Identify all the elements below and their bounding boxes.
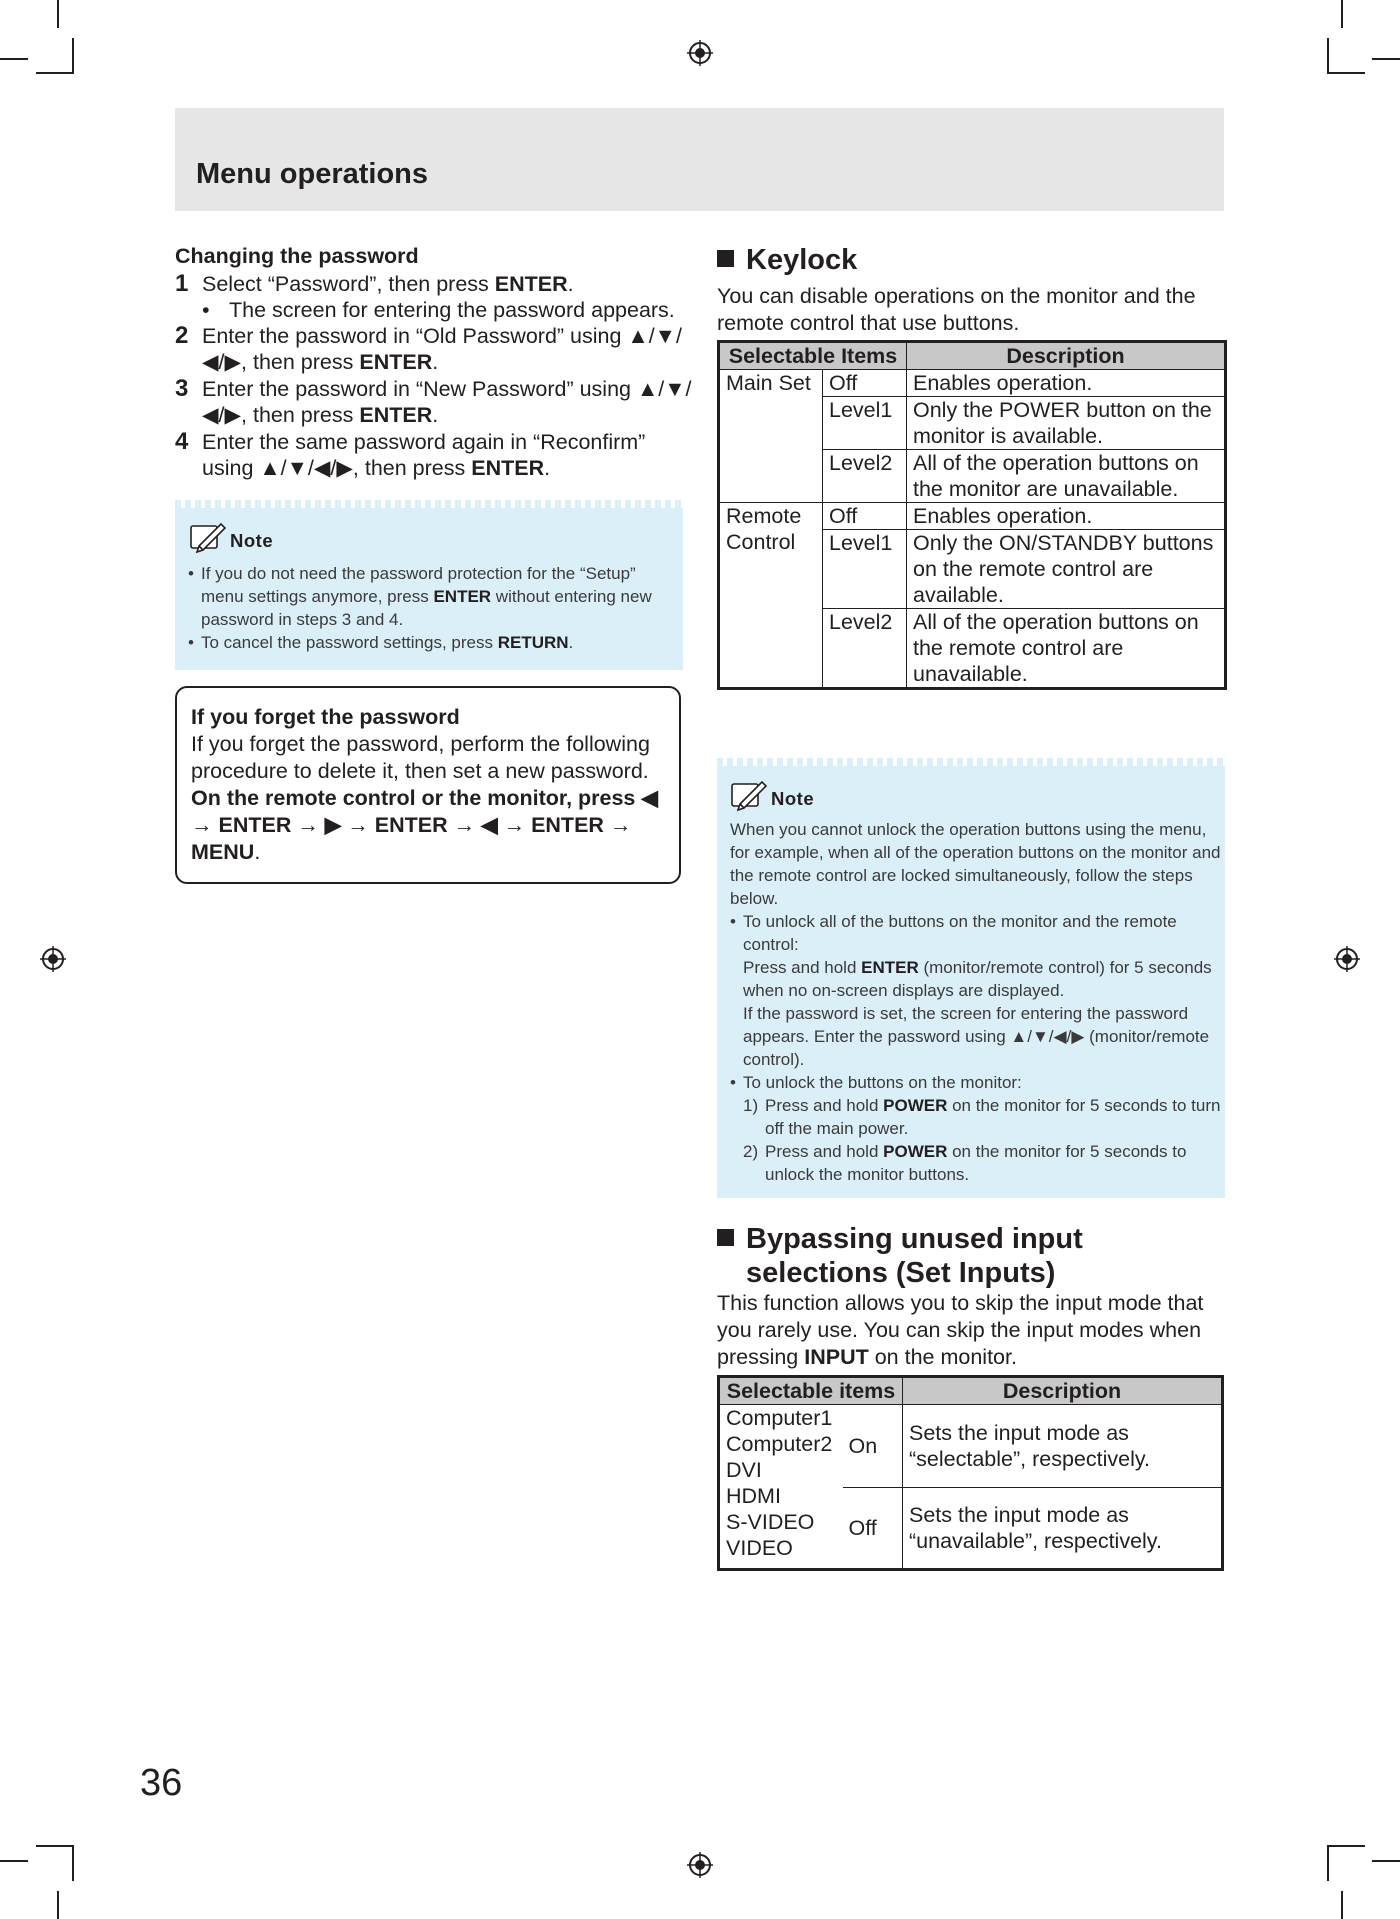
password-steps bbox=[175, 271, 695, 481]
crop-mark-br-v bbox=[1327, 1845, 1329, 1881]
note-text: To unlock all of the buttons on the monitor and the remote control: bbox=[743, 912, 1177, 954]
crop-mark-bl-v2 bbox=[57, 1891, 59, 1919]
note-key: POWER bbox=[883, 1142, 948, 1161]
square-bullet-icon bbox=[717, 250, 734, 267]
table-cell-group: Remote Control bbox=[719, 503, 823, 689]
keylock-title-text: Keylock bbox=[746, 244, 858, 276]
crop-mark-tr-h bbox=[1372, 58, 1400, 60]
procedure-keys: On the remote control or the monitor, press ◀ → ENTER → ▶ → ENTER → ◀ → ENTER → MENU bbox=[191, 786, 658, 864]
input-name: Computer2 bbox=[726, 1432, 833, 1456]
crop-mark-bl-h bbox=[36, 1845, 74, 1847]
registration-mark-icon bbox=[1334, 946, 1360, 972]
crop-mark-tl-h2 bbox=[36, 72, 74, 74]
crop-mark-tl-v2 bbox=[72, 38, 74, 74]
table-cell-inputs bbox=[719, 1405, 843, 1570]
item-number: 1) bbox=[743, 1096, 759, 1115]
step-sub-text: The screen for entering the password appears. bbox=[229, 298, 675, 322]
note-box bbox=[717, 758, 1225, 1198]
step-text: Enter the same password again in “Reconfirm” using ▲/▼/◀/▶, then press bbox=[202, 430, 646, 480]
note-key: POWER bbox=[883, 1096, 948, 1115]
forget-password-text: If you forget the password, perform the following procedure to delete it, then set a new password. bbox=[191, 732, 650, 783]
note-text: To cancel the password settings, press bbox=[201, 633, 498, 652]
step-text: Select “Password”, then press bbox=[202, 272, 495, 296]
note-label: Note bbox=[230, 530, 274, 551]
table-cell-desc: Enables operation. bbox=[907, 503, 1226, 530]
pencil-icon bbox=[189, 520, 227, 554]
item-number: 2) bbox=[743, 1142, 759, 1161]
table-cell-desc: Only the POWER button on the monitor is available. bbox=[907, 397, 1226, 450]
table-cell-level: Off bbox=[823, 503, 907, 530]
step-3 bbox=[175, 376, 695, 428]
table-cell-desc: Sets the input mode as “unavailable”, respectively. bbox=[903, 1488, 1223, 1570]
set-inputs-table bbox=[717, 1375, 1224, 1571]
crop-mark-tl-h bbox=[0, 58, 28, 60]
crop-mark-tr-v2 bbox=[1327, 38, 1329, 74]
note-body bbox=[730, 818, 1222, 1186]
table-cell-level: Off bbox=[823, 370, 907, 397]
step-4 bbox=[175, 429, 695, 481]
note-key: ENTER bbox=[861, 958, 919, 977]
note-item bbox=[730, 910, 1222, 1071]
bullet: • bbox=[730, 912, 736, 931]
keylock-intro: You can disable operations on the monitor and the remote control that use buttons. bbox=[717, 284, 1196, 335]
step-end: . bbox=[544, 456, 551, 480]
note-fringe bbox=[717, 758, 1225, 766]
forget-password-heading: If you forget the password bbox=[191, 705, 460, 729]
bullet: • bbox=[188, 564, 194, 583]
step-end: . bbox=[432, 350, 439, 374]
table-cell-desc: Sets the input mode as “selectable”, respectively. bbox=[903, 1405, 1223, 1488]
step-end: . bbox=[567, 272, 574, 296]
table-header-row bbox=[719, 1377, 1223, 1405]
note-numbered-item bbox=[743, 1140, 1222, 1186]
bypass-title bbox=[717, 1222, 1227, 1290]
bullet: • bbox=[188, 633, 194, 652]
note-subtext: If the password is set, the screen for entering the password appears. Enter the password using ▲/▼/◀/▶ (monitor/remote control). bbox=[743, 1004, 1210, 1069]
note-fringe bbox=[175, 500, 683, 508]
table-cell-level: Level2 bbox=[823, 450, 907, 503]
note-subtext bbox=[743, 956, 1222, 1002]
registration-mark-icon bbox=[687, 1852, 713, 1878]
note-text: If you do not need the password protection for the “Setup” menu settings anymore, press bbox=[201, 564, 636, 606]
note-text: . bbox=[568, 633, 574, 652]
procedure-end: . bbox=[254, 840, 261, 864]
table-cell-desc: All of the operation buttons on the remote control are unavailable. bbox=[907, 609, 1226, 689]
crop-mark-tr-v bbox=[1341, 0, 1343, 28]
section-header bbox=[175, 108, 1224, 211]
note-text: on the monitor for 5 seconds to unlock the monitor buttons. bbox=[765, 1142, 1187, 1184]
forget-password-procedure bbox=[191, 785, 665, 866]
page-title: Menu operations bbox=[196, 158, 429, 190]
note-text: Press and hold bbox=[765, 1142, 884, 1161]
table-row bbox=[719, 503, 1226, 530]
crop-mark-bl-v bbox=[72, 1845, 74, 1881]
table-cell-level: Level1 bbox=[823, 530, 907, 609]
note-box bbox=[175, 500, 683, 670]
input-name: VIDEO bbox=[726, 1536, 793, 1560]
note-numbered-item bbox=[743, 1094, 1222, 1140]
registration-mark-icon bbox=[40, 946, 66, 972]
table-cell-state: On bbox=[843, 1405, 903, 1488]
note-text: Press and hold bbox=[765, 1096, 884, 1115]
note-text: (monitor/remote control) for 5 seconds when no on-screen displays are displayed. bbox=[743, 958, 1212, 1000]
note-body bbox=[188, 562, 678, 654]
step-end: . bbox=[432, 403, 439, 427]
bullet: • bbox=[202, 298, 210, 322]
step-key: ENTER bbox=[359, 350, 433, 374]
step-key: ENTER bbox=[471, 456, 545, 480]
table-row bbox=[719, 1405, 1223, 1488]
crop-mark-br-h2 bbox=[1372, 1860, 1400, 1862]
intro-key: INPUT bbox=[804, 1345, 869, 1369]
step-number: 3 bbox=[175, 375, 189, 402]
keylock-table bbox=[717, 340, 1227, 690]
keylock-title bbox=[717, 243, 857, 277]
table-cell-level: Level1 bbox=[823, 397, 907, 450]
table-row bbox=[719, 370, 1226, 397]
note-text: Press and hold bbox=[743, 958, 862, 977]
bypass-title-text: Bypassing unused input selections (Set Inputs) bbox=[746, 1223, 1083, 1289]
bypass-intro bbox=[717, 1290, 1227, 1371]
crop-mark-tr-h2 bbox=[1327, 72, 1365, 74]
pencil-icon bbox=[730, 778, 768, 812]
note-text: To unlock the buttons on the monitor: bbox=[743, 1073, 1022, 1092]
forget-password-box bbox=[175, 686, 681, 884]
bullet: • bbox=[730, 1073, 736, 1092]
input-name: HDMI bbox=[726, 1484, 781, 1508]
step-1 bbox=[175, 271, 695, 323]
input-name: Computer1 bbox=[726, 1406, 833, 1430]
registration-mark-icon bbox=[687, 40, 713, 66]
table-header: Selectable items bbox=[719, 1377, 903, 1405]
step-2 bbox=[175, 323, 695, 375]
note-key: RETURN bbox=[497, 633, 569, 652]
note-item bbox=[188, 631, 678, 654]
step-1-sub bbox=[202, 297, 695, 323]
crop-mark-br-h bbox=[1327, 1845, 1365, 1847]
step-key: ENTER bbox=[359, 403, 433, 427]
changing-password-heading: Changing the password bbox=[175, 244, 419, 268]
intro-text: on the monitor. bbox=[868, 1345, 1017, 1369]
step-number: 4 bbox=[175, 428, 189, 455]
input-name: DVI bbox=[726, 1458, 762, 1482]
table-cell-desc: Only the ON/STANDBY buttons on the remote control are available. bbox=[907, 530, 1226, 609]
square-bullet-icon bbox=[717, 1229, 734, 1246]
crop-mark-tl-v bbox=[57, 0, 59, 28]
step-number: 2 bbox=[175, 322, 189, 349]
note-item bbox=[730, 1071, 1222, 1186]
step-key: ENTER bbox=[494, 272, 568, 296]
crop-mark-bl-h2 bbox=[0, 1860, 28, 1862]
note-intro: When you cannot unlock the operation buttons using the menu, for example, when all of the operation buttons on the monitor and the remote control are locked simultaneously, follow the steps below. bbox=[730, 820, 1221, 908]
table-cell-desc: All of the operation buttons on the monitor are unavailable. bbox=[907, 450, 1226, 503]
table-cell-state: Off bbox=[843, 1488, 903, 1570]
intro-text: This function allows you to skip the input mode that you rarely use. You can skip the input modes when pressing bbox=[717, 1291, 1204, 1369]
input-name: S-VIDEO bbox=[726, 1510, 815, 1534]
step-number: 1 bbox=[175, 270, 189, 297]
table-cell-group: Main Set bbox=[719, 370, 823, 503]
changing-password-section bbox=[175, 243, 695, 481]
table-header: Description bbox=[907, 342, 1226, 370]
note-key: ENTER bbox=[433, 587, 492, 606]
table-header-row bbox=[719, 342, 1226, 370]
note-label: Note bbox=[771, 788, 815, 809]
table-cell-desc: Enables operation. bbox=[907, 370, 1226, 397]
note-item bbox=[188, 562, 678, 631]
page-number: 36 bbox=[140, 1762, 183, 1804]
table-header: Selectable Items bbox=[719, 342, 907, 370]
note-text: on the monitor for 5 seconds to turn off the main power. bbox=[765, 1096, 1221, 1138]
crop-mark-br-v2 bbox=[1341, 1891, 1343, 1919]
step-text: Enter the password in “Old Password” using ▲/▼/◀/▶, then press bbox=[202, 324, 682, 374]
step-text: Enter the password in “New Password” using ▲/▼/◀/▶, then press bbox=[202, 377, 692, 427]
note-text: without entering new password in steps 3 and 4. bbox=[201, 587, 652, 629]
table-header: Description bbox=[903, 1377, 1223, 1405]
table-cell-level: Level2 bbox=[823, 609, 907, 689]
